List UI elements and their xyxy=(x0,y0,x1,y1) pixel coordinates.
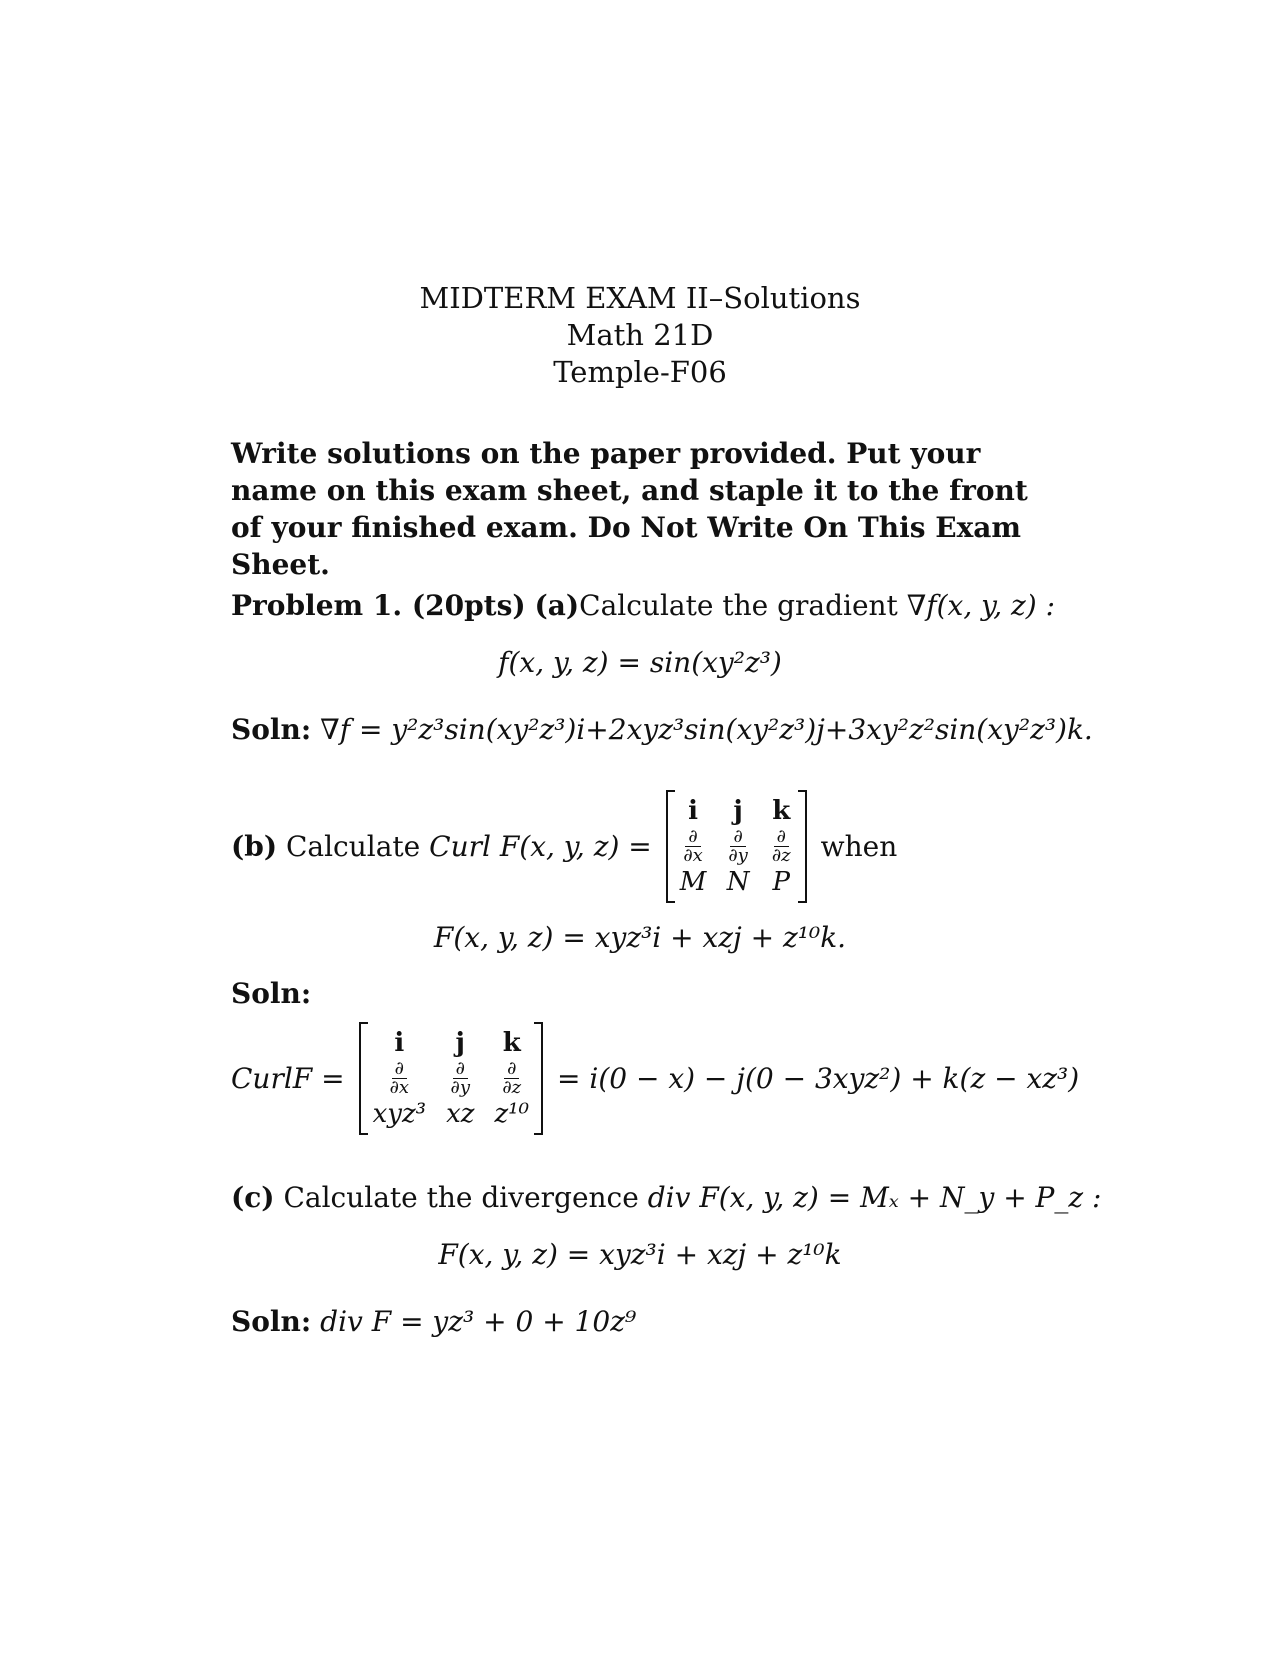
part-a-label: (a) xyxy=(534,589,580,622)
part-c-label: (c) xyxy=(231,1181,275,1214)
part-a-solution xyxy=(231,712,1093,748)
curl-result: = i(0 − x) − j(0 − 3xyz²) + k(z − xz³) xyxy=(557,1061,1080,1095)
partial-y: $\frac{\partial}{\partial y}$ xyxy=(728,826,748,866)
part-b-prompt-text: Calculate xyxy=(285,829,421,863)
matrix-j: j xyxy=(733,796,743,826)
matrix-M: M xyxy=(679,867,707,897)
partial-z: $\frac{\partial}{\partial z}$ xyxy=(771,826,791,866)
matrix-N: N xyxy=(726,867,750,897)
soln-partial-x: $\frac{\partial}{\partial x}$ xyxy=(389,1058,410,1098)
soln-matrix-P: z¹⁰ xyxy=(494,1099,529,1129)
exam-instructions: Write solutions on the paper provided. Put your name on this exam sheet, and staple it to the front of your finished exam. Do Not Write On This Exam Sheet. xyxy=(231,437,1028,581)
part-b-field: F(x, y, z) = xyz³i + xzj + z¹⁰k. xyxy=(433,921,847,954)
part-b-prompt xyxy=(231,790,897,903)
problem-1-part-a-prompt xyxy=(231,588,1055,624)
partial-x: $\frac{\partial}{\partial x}$ xyxy=(683,826,703,866)
soln-matrix-i: i xyxy=(394,1028,405,1058)
matrix-P: P xyxy=(772,867,790,897)
when-word: when xyxy=(820,829,898,863)
problem-1-label: Problem 1. (20pts) xyxy=(231,589,526,622)
part-c-soln-label: Soln: xyxy=(231,1305,312,1338)
gradient-expression: ∇f(x, y, z) : xyxy=(906,589,1056,622)
part-c-field: F(x, y, z) = xyz³i + xzj + z¹⁰k xyxy=(438,1238,842,1271)
term-label: Temple-F06 xyxy=(553,355,727,389)
curl-lhs: CurlF = xyxy=(231,1061,345,1095)
soln-partial-z: $\frac{\partial}{\partial z}$ xyxy=(502,1058,522,1098)
soln-matrix-N: xz xyxy=(446,1099,475,1129)
soln-matrix-j: j xyxy=(455,1028,465,1058)
exam-title: MIDTERM EXAM II–Solutions xyxy=(419,281,861,315)
part-a-prompt: Calculate the gradient xyxy=(579,589,898,622)
curl-determinant-matrix xyxy=(666,790,807,903)
part-c-soln-text: div F = yz³ + 0 + 10z⁹ xyxy=(320,1305,637,1338)
part-c-prompt-text: Calculate the divergence xyxy=(283,1181,639,1214)
course-name: Math 21D xyxy=(566,318,714,352)
curl-solution-matrix xyxy=(359,1022,543,1135)
part-b-solution xyxy=(231,1022,1079,1135)
part-c-solution xyxy=(231,1304,636,1340)
matrix-k: k xyxy=(772,796,791,826)
part-a-soln-label: Soln: xyxy=(231,713,312,746)
part-c-prompt xyxy=(231,1180,1101,1216)
part-a-soln-text: ∇f = y²z³sin(xy²z³)i+2xyz³sin(xy²z³)j+3xy²z²sin(xy²z³)k. xyxy=(320,713,1093,746)
soln-partial-y: $\frac{\partial}{\partial y}$ xyxy=(450,1058,470,1098)
soln-matrix-M: xyz³ xyxy=(372,1099,427,1129)
part-b-soln-label: Soln: xyxy=(231,977,312,1010)
curl-word: Curl xyxy=(429,829,491,863)
matrix-i: i xyxy=(688,796,698,826)
soln-matrix-k: k xyxy=(502,1028,521,1058)
part-b-label: (b) xyxy=(231,829,278,863)
part-b-lhs: F(x, y, z) = xyxy=(499,829,652,863)
divergence-expression: div F(x, y, z) = Mₓ + N_y + P_z : xyxy=(647,1181,1102,1214)
part-a-function: f(x, y, z) = sin(xy²z³) xyxy=(498,646,782,679)
